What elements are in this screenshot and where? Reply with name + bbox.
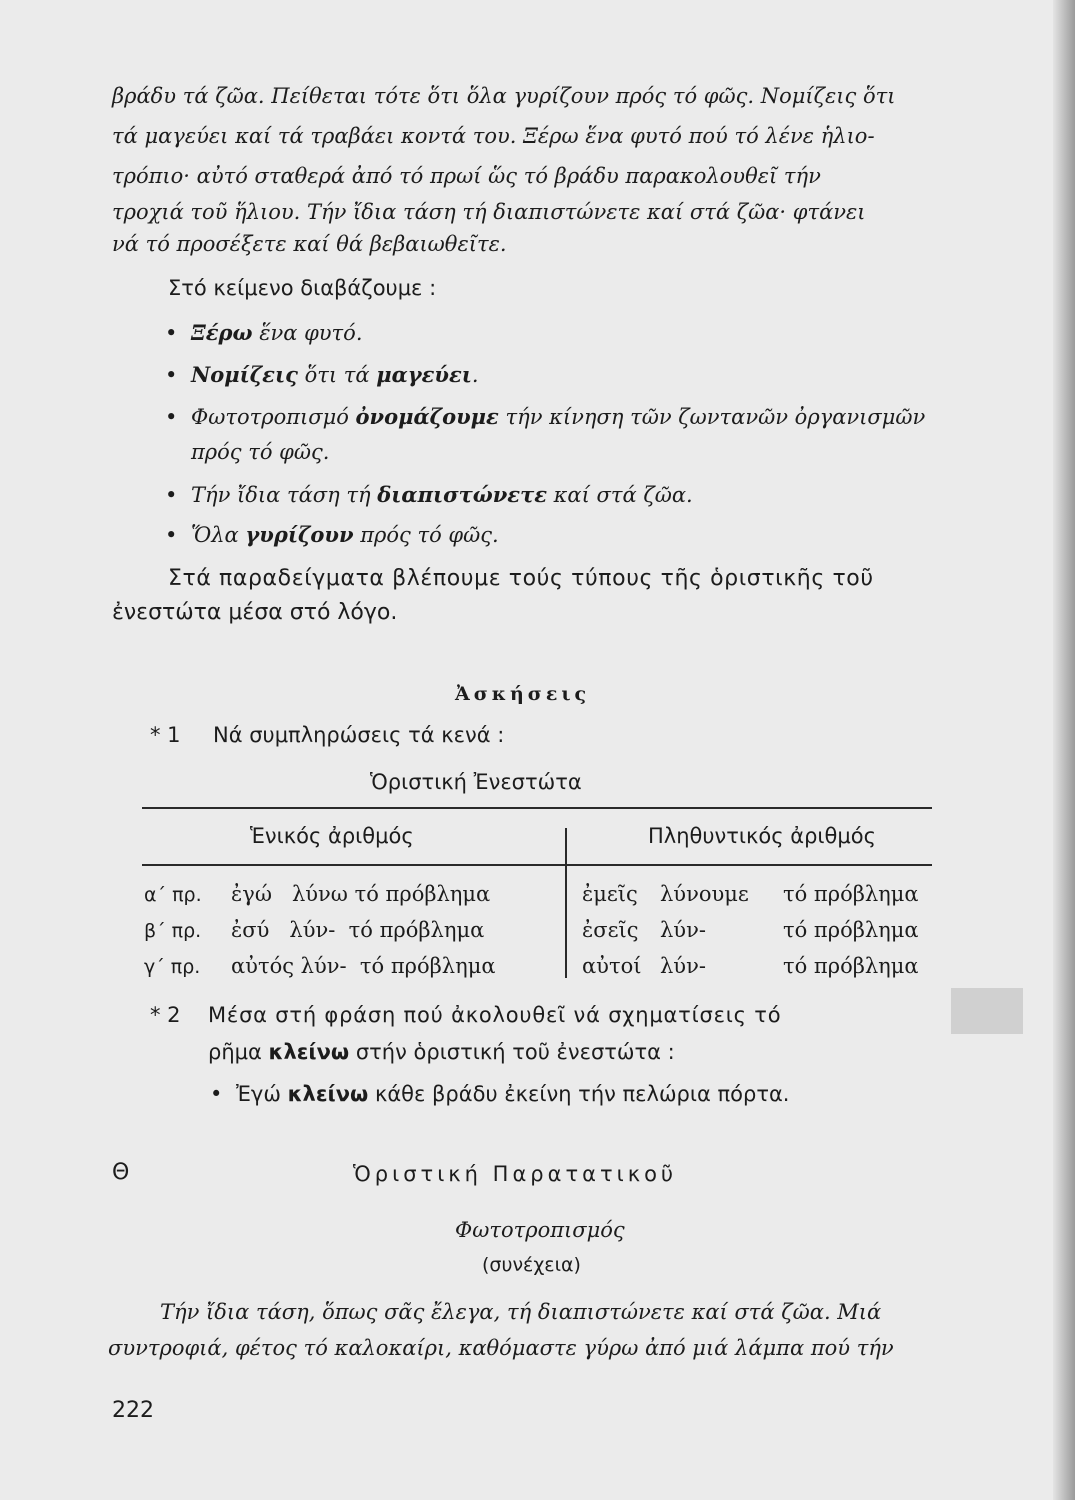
column-singular: Ἑνικός ἀριθμός — [250, 824, 414, 848]
row-plural-pronoun: αὐτοί — [582, 954, 642, 978]
table-header-rule — [142, 864, 932, 866]
table-title: Ὁριστική Ἐνεστώτα — [370, 770, 582, 794]
row-plural-verb: λύν- — [660, 954, 706, 978]
page-edge-shadow — [1053, 0, 1075, 1500]
row-person: β΄ πρ. — [144, 920, 202, 942]
intro-line-2: τά μαγεύει καί τά τραβάει κοντά του. Ξέρω ἕνα φυτό πού τό λένε ἡλιο- — [112, 124, 875, 148]
summary-line-2: ἐνεστώτα μέσα στό λόγο. — [112, 600, 398, 625]
example-item: • Φωτοτροπισμό ὀνομάζουμε τήν κίνηση τῶν ζωντανῶν ὀργανισμῶν — [165, 404, 926, 429]
exercises-title: Ἀσκήσεις — [455, 683, 591, 705]
exercise-2-marker: * 2 — [150, 1003, 181, 1027]
section-title: Ὁριστική Παρατατικοῦ — [353, 1162, 678, 1186]
row-plural-verb: λύν- — [660, 918, 706, 942]
closing-line-2: συντροφιά, φέτος τό καλοκαίρι, καθόμαστε γύρω ἀπό μιά λάμπα πού τήν — [108, 1336, 894, 1360]
text-subtitle: (συνέχεια) — [482, 1254, 581, 1276]
row-plural-object: τό πρόβλημα — [783, 954, 919, 978]
exercise-1-instruction: Νά συμπληρώσεις τά κενά : — [213, 723, 505, 747]
summary-line-1: Στά παραδείγματα βλέπουμε τούς τύπους τῆς ὁριστικῆς τοῦ — [168, 566, 874, 591]
exercise-1-marker: * 1 — [150, 723, 181, 747]
row-plural-pronoun: ἐμεῖς — [582, 882, 638, 906]
library-stamp — [951, 988, 1023, 1034]
intro-line-3: τρόπιο· αὐτό σταθερά ἀπό τό πρωί ὥς τό βράδυ παρακολουθεῖ τήν — [112, 164, 821, 188]
row-plural-object: τό πρόβλημα — [783, 882, 919, 906]
table-top-rule — [142, 807, 932, 809]
row-plural-verb: λύνουμε — [660, 882, 749, 906]
closing-line-1: Τήν ἴδια τάση, ὅπως σᾶς ἔλεγα, τή διαπιστώνετε καί στά ζῶα. Μιά — [160, 1300, 882, 1324]
intro-line-4: τροχιά τοῦ ἥλιου. Τήν ἴδια τάση τή διαπιστώνετε καί στά ζῶα· φτάνει — [112, 200, 866, 224]
intro-line-5: νά τό προσέξετε καί θά βεβαιωθεῖτε. — [112, 232, 507, 256]
exercise-2-line-2: ρῆμα κλείνω στήν ὁριστική τοῦ ἐνεστώτα : — [208, 1040, 675, 1064]
page-number: 222 — [112, 1398, 154, 1423]
example-item: • Νομίζεις ὅτι τά μαγεύει. — [165, 362, 479, 387]
section-symbol: Θ — [112, 1160, 130, 1185]
row-singular: αὐτός λύν- τό πρόβλημα — [231, 954, 496, 978]
example-item: • Ξέρω ἕνα φυτό. — [165, 320, 363, 345]
table-divider — [565, 828, 567, 978]
row-singular: ἐσύ λύν- τό πρόβλημα — [231, 918, 485, 942]
row-plural-pronoun: ἐσεῖς — [582, 918, 639, 942]
intro-line-1: βράδυ τά ζῶα. Πείθεται τότε ὅτι ὅλα γυρίζουν πρός τό φῶς. Νομίζεις ὅτι — [112, 84, 896, 108]
row-plural-object: τό πρόβλημα — [783, 918, 919, 942]
example-item: • Τήν ἴδια τάση τή διαπιστώνετε καί στά ζῶα. — [165, 482, 693, 507]
example-item: • Ὅλα γυρίζουν πρός τό φῶς. — [165, 522, 499, 547]
reading-heading: Στό κείμενο διαβάζουμε : — [168, 276, 437, 300]
row-person: α΄ πρ. — [144, 884, 202, 906]
example-item-continuation: πρός τό φῶς. — [191, 440, 330, 464]
exercise-2-example: • Ἐγώ κλείνω κάθε βράδυ ἐκείνη τήν πελώρια πόρτα. — [210, 1082, 790, 1106]
text-title: Φωτοτροπισμός — [455, 1218, 625, 1242]
row-person: γ΄ πρ. — [144, 956, 201, 978]
exercise-2-line-1: Μέσα στή φράση πού ἀκολουθεῖ νά σχηματίσεις τό — [208, 1003, 782, 1027]
column-plural: Πληθυντικός ἀριθμός — [648, 824, 876, 848]
row-singular: ἐγώ λύνω τό πρόβλημα — [231, 882, 491, 906]
